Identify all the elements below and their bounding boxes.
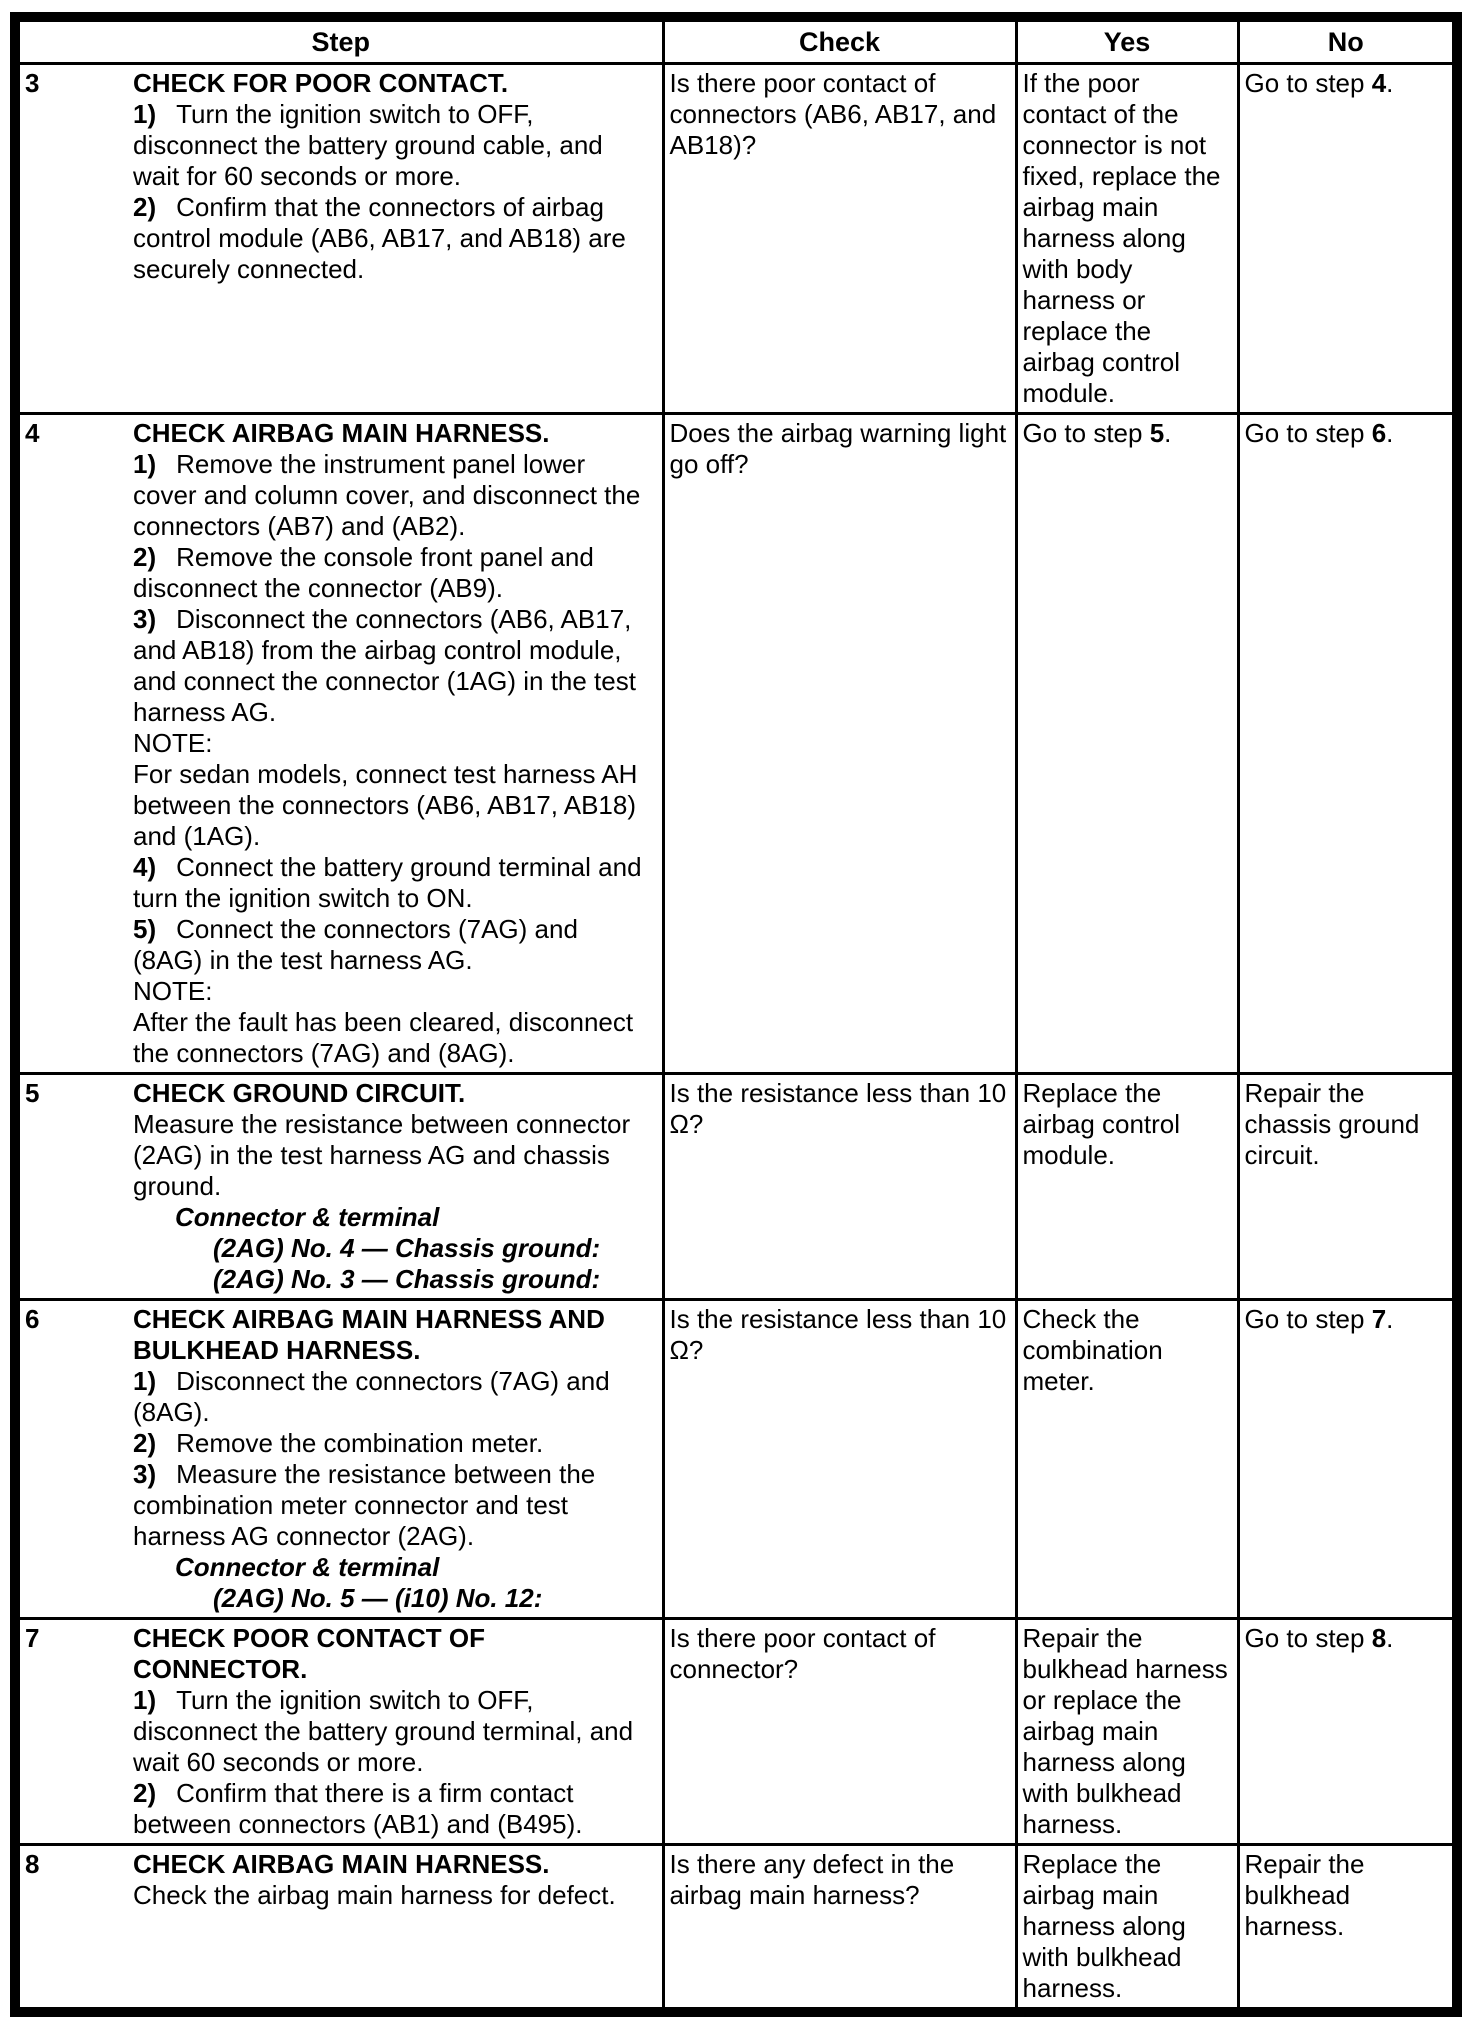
text-line bbox=[1023, 1304, 1231, 1397]
step-description bbox=[133, 418, 656, 1069]
text-line bbox=[1023, 418, 1231, 449]
text-segment: Connect the battery ground terminal and turn the ignition switch to ON. bbox=[133, 852, 642, 913]
step-cell-layout bbox=[20, 1304, 656, 1614]
text-segment: If the poor contact of the connector is not fixed, replace the airbag main harness along with body harness or replace the airbag control module. bbox=[1022, 68, 1221, 408]
text-line bbox=[1023, 1623, 1231, 1840]
text-segment: . bbox=[1164, 418, 1172, 448]
header-check: Check bbox=[663, 17, 1016, 64]
text-line bbox=[133, 542, 652, 604]
text-line bbox=[133, 1685, 652, 1778]
step-number: 8 bbox=[25, 1849, 40, 1879]
header-yes: Yes bbox=[1016, 17, 1238, 64]
text-segment: . bbox=[1386, 1623, 1394, 1653]
text-segment: Repair the bulkhead harness. bbox=[1244, 1849, 1365, 1941]
text-segment: Go to step bbox=[1244, 1623, 1372, 1653]
text-segment: Replace the airbag control module. bbox=[1022, 1078, 1181, 1170]
text-segment: (2AG) No. 4 — Chassis ground: bbox=[213, 1233, 601, 1263]
step-number: 7 bbox=[25, 1623, 40, 1653]
table-row bbox=[15, 414, 1457, 1074]
step-number: 6 bbox=[25, 1304, 40, 1334]
step-cell-layout bbox=[20, 418, 656, 1069]
text-segment: Go to step bbox=[1244, 68, 1372, 98]
text-line bbox=[133, 1778, 652, 1840]
text-line bbox=[133, 1304, 652, 1366]
yes-cell bbox=[1016, 414, 1238, 1074]
text-segment: Confirm that there is a firm contact between connectors (AB1) and (B495). bbox=[133, 1778, 583, 1839]
step-cell bbox=[15, 64, 663, 414]
text-segment: CHECK AIRBAG MAIN HARNESS. bbox=[133, 418, 550, 448]
text-line bbox=[1245, 1849, 1447, 1942]
step-description bbox=[133, 1849, 656, 1911]
text-line bbox=[670, 68, 1009, 161]
text-line bbox=[133, 1366, 652, 1428]
text-segment: Remove the instrument panel lower cover and column cover, and disconnect the connectors (AB7) and (AB2). bbox=[133, 449, 641, 541]
text-line bbox=[133, 418, 652, 449]
no-cell bbox=[1238, 414, 1457, 1074]
text-segment: For sedan models, connect test harness AH between the connectors (AB6, AB17, AB18) and (1AG). bbox=[133, 759, 638, 851]
table-row bbox=[15, 1619, 1457, 1845]
table-row bbox=[15, 1845, 1457, 2013]
text-segment: After the fault has been cleared, disconnect the connectors (7AG) and (8AG). bbox=[133, 1007, 634, 1068]
text-line bbox=[133, 1880, 652, 1911]
text-segment: 8 bbox=[1371, 1623, 1387, 1653]
text-line bbox=[1245, 68, 1447, 99]
header-step: Step bbox=[15, 17, 663, 64]
text-line bbox=[670, 1078, 1009, 1140]
text-line bbox=[1023, 1078, 1231, 1171]
table-row bbox=[15, 64, 1457, 414]
text-segment: Measure the resistance between the combination meter connector and test harness AG connector (2AG). bbox=[133, 1459, 596, 1551]
text-line bbox=[133, 449, 652, 542]
text-line bbox=[670, 1849, 1009, 1911]
text-segment: Is there any defect in the airbag main harness? bbox=[669, 1849, 955, 1910]
text-segment: . bbox=[1386, 68, 1394, 98]
text-segment: Confirm that the connectors of airbag control module (AB6, AB17, and AB18) are securely connected. bbox=[133, 192, 626, 284]
no-cell bbox=[1238, 1845, 1457, 2013]
yes-cell bbox=[1016, 1845, 1238, 2013]
text-segment: 4) bbox=[133, 852, 157, 882]
text-segment: CHECK AIRBAG MAIN HARNESS. bbox=[133, 1849, 550, 1879]
check-cell bbox=[663, 1074, 1016, 1300]
text-segment: Check the airbag main harness for defect. bbox=[133, 1880, 616, 1910]
text-segment: CHECK FOR POOR CONTACT. bbox=[133, 68, 509, 98]
text-line bbox=[133, 68, 652, 99]
step-cell bbox=[15, 414, 663, 1074]
text-line bbox=[133, 1552, 652, 1583]
check-cell bbox=[663, 414, 1016, 1074]
step-cell bbox=[15, 1074, 663, 1300]
text-segment: Replace the airbag main harness along with bulkhead harness. bbox=[1022, 1849, 1186, 2003]
step-description bbox=[133, 1623, 656, 1840]
check-cell bbox=[663, 1619, 1016, 1845]
text-segment: 1) bbox=[133, 449, 157, 479]
text-segment: NOTE: bbox=[133, 728, 213, 758]
step-description bbox=[133, 68, 656, 285]
text-segment: NOTE: bbox=[133, 976, 213, 1006]
check-cell bbox=[663, 64, 1016, 414]
text-line bbox=[1023, 68, 1231, 409]
yes-cell bbox=[1016, 64, 1238, 414]
yes-cell bbox=[1016, 1074, 1238, 1300]
no-cell bbox=[1238, 1300, 1457, 1619]
step-cell-layout bbox=[20, 1078, 656, 1295]
text-line bbox=[133, 1264, 652, 1295]
text-segment: 4 bbox=[1371, 68, 1387, 98]
text-segment: Check the combination meter. bbox=[1022, 1304, 1163, 1396]
step-description bbox=[133, 1304, 656, 1614]
text-segment: CHECK POOR CONTACT OF CONNECTOR. bbox=[133, 1623, 485, 1684]
text-line bbox=[670, 418, 1009, 480]
table-body bbox=[15, 64, 1457, 2013]
yes-cell bbox=[1016, 1300, 1238, 1619]
text-line bbox=[133, 1583, 652, 1614]
text-segment: Is there poor contact of connectors (AB6, AB17, and AB18)? bbox=[669, 68, 997, 160]
yes-cell bbox=[1016, 1619, 1238, 1845]
check-cell bbox=[663, 1845, 1016, 2013]
text-line bbox=[133, 1202, 652, 1233]
text-line bbox=[133, 99, 652, 192]
text-line bbox=[133, 976, 652, 1007]
text-segment: 5 bbox=[1149, 418, 1165, 448]
text-segment: Is there poor contact of connector? bbox=[669, 1623, 936, 1684]
no-cell bbox=[1238, 1619, 1457, 1845]
text-line bbox=[133, 1233, 652, 1264]
text-segment: 1) bbox=[133, 1685, 157, 1715]
step-number: 5 bbox=[25, 1078, 40, 1108]
step-cell-layout bbox=[20, 1849, 656, 1911]
text-segment: 3) bbox=[133, 1459, 157, 1489]
text-line bbox=[133, 728, 652, 759]
text-segment: Go to step bbox=[1244, 1304, 1372, 1334]
text-segment: . bbox=[1386, 418, 1394, 448]
text-segment: Connector & terminal bbox=[175, 1552, 440, 1582]
text-segment: Does the airbag warning light go off? bbox=[669, 418, 1007, 479]
text-segment: 7 bbox=[1371, 1304, 1387, 1334]
text-line bbox=[133, 1459, 652, 1552]
text-segment: Remove the combination meter. bbox=[176, 1428, 544, 1458]
text-segment: CHECK GROUND CIRCUIT. bbox=[133, 1078, 466, 1108]
text-segment: 2) bbox=[133, 542, 157, 572]
text-line bbox=[133, 1428, 652, 1459]
text-line bbox=[133, 1623, 652, 1685]
text-line bbox=[1245, 1078, 1447, 1171]
table-row bbox=[15, 1074, 1457, 1300]
text-line bbox=[1023, 1849, 1231, 2004]
header-row bbox=[15, 17, 1457, 64]
text-line bbox=[670, 1623, 1009, 1685]
text-segment: CHECK AIRBAG MAIN HARNESS AND BULKHEAD HARNESS. bbox=[133, 1304, 605, 1365]
text-line bbox=[133, 852, 652, 914]
text-line bbox=[133, 192, 652, 285]
text-segment: 5) bbox=[133, 914, 157, 944]
text-segment: Is the resistance less than 10 Ω? bbox=[669, 1078, 1007, 1139]
text-segment: 2) bbox=[133, 1778, 157, 1808]
text-segment: Remove the console front panel and disconnect the connector (AB9). bbox=[133, 542, 594, 603]
text-line bbox=[133, 1849, 652, 1880]
text-segment: . bbox=[1386, 1304, 1394, 1334]
text-segment: 6 bbox=[1371, 418, 1387, 448]
header-no: No bbox=[1238, 17, 1457, 64]
text-segment: 1) bbox=[133, 99, 157, 129]
text-segment: Measure the resistance between connector (2AG) in the test harness AG and chassis ground. bbox=[133, 1109, 631, 1201]
text-segment: (2AG) No. 3 — Chassis ground: bbox=[213, 1264, 601, 1294]
text-segment: Is the resistance less than 10 Ω? bbox=[669, 1304, 1007, 1365]
no-cell bbox=[1238, 1074, 1457, 1300]
text-line bbox=[133, 604, 652, 728]
step-cell-layout bbox=[20, 1623, 656, 1840]
step-cell-layout bbox=[20, 68, 656, 285]
text-segment: Disconnect the connectors (7AG) and (8AG). bbox=[133, 1366, 610, 1427]
no-cell bbox=[1238, 64, 1457, 414]
text-line bbox=[1245, 418, 1447, 449]
step-number: 3 bbox=[25, 68, 40, 98]
step-cell bbox=[15, 1300, 663, 1619]
text-segment: Turn the ignition switch to OFF, disconnect the battery ground terminal, and wait 60 seconds or more. bbox=[133, 1685, 634, 1777]
text-segment: Repair the chassis ground circuit. bbox=[1244, 1078, 1420, 1170]
text-segment: 2) bbox=[133, 192, 157, 222]
troubleshooting-table bbox=[10, 12, 1462, 2017]
text-line bbox=[133, 1007, 652, 1069]
text-segment: 2) bbox=[133, 1428, 157, 1458]
check-cell bbox=[663, 1300, 1016, 1619]
text-line bbox=[1245, 1623, 1447, 1654]
text-line bbox=[133, 1078, 652, 1109]
text-segment: Go to step bbox=[1244, 418, 1372, 448]
step-number: 4 bbox=[25, 418, 40, 448]
text-line bbox=[133, 759, 652, 852]
text-segment: 1) bbox=[133, 1366, 157, 1396]
text-line bbox=[133, 914, 652, 976]
text-segment: Turn the ignition switch to OFF, disconnect the battery ground cable, and wait for 60 seconds or more. bbox=[133, 99, 603, 191]
text-line bbox=[133, 1109, 652, 1202]
table-row bbox=[15, 1300, 1457, 1619]
text-segment: Disconnect the connectors (AB6, AB17, and AB18) from the airbag control module, and connect the connector (1AG) in the test harness AG. bbox=[133, 604, 636, 727]
text-line bbox=[1245, 1304, 1447, 1335]
text-segment: 3) bbox=[133, 604, 157, 634]
text-segment: Connect the connectors (7AG) and (8AG) in the test harness AG. bbox=[133, 914, 578, 975]
text-segment: Repair the bulkhead harness or replace the airbag main harness along with bulkhead harness. bbox=[1022, 1623, 1228, 1839]
text-segment: (2AG) No. 5 — (i10) No. 12: bbox=[213, 1583, 543, 1613]
step-cell bbox=[15, 1619, 663, 1845]
text-line bbox=[670, 1304, 1009, 1366]
step-cell bbox=[15, 1845, 663, 2013]
text-segment: Go to step bbox=[1022, 418, 1150, 448]
text-segment: Connector & terminal bbox=[175, 1202, 440, 1232]
step-description bbox=[133, 1078, 656, 1295]
